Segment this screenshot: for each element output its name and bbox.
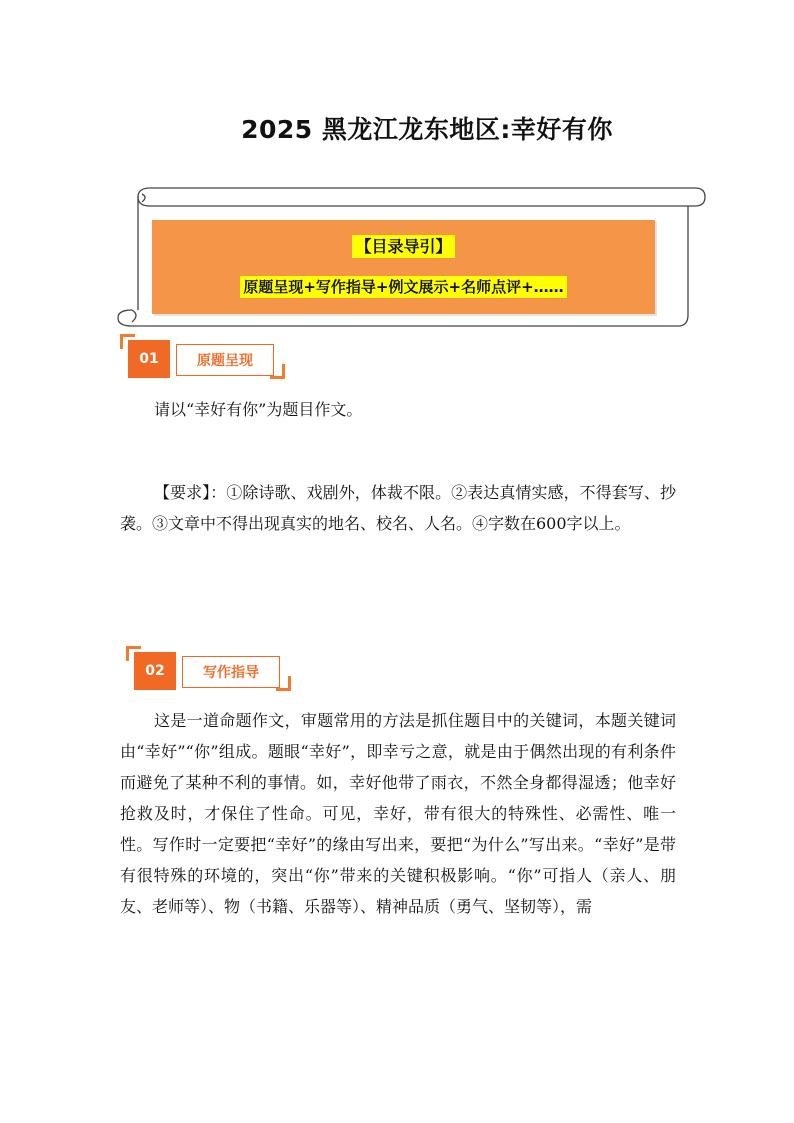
- requirements-text: ：①除诗歌、戏剧外，体裁不限。②表达真情实感，不得套写、抄袭。③文章中不得出现真实的地名、校名、人名。④字数在600字以上。: [120, 483, 676, 533]
- toc-banner: [152, 220, 655, 314]
- requirements-paragraph: [120, 477, 676, 539]
- section-label: 写作指导: [182, 656, 280, 688]
- toc-heading: 【目录导引】: [352, 235, 454, 258]
- section-number: 01: [128, 340, 170, 378]
- guidance-paragraph: 这是一道命题作文，审题常用的方法是抓住题目中的关键词，本题关键词由“幸好”“你”组成。题眼“幸好”，即幸亏之意，就是由于偶然出现的有利条件而避免了某种不利的事情。如，幸好他带了雨衣，不然全身都得湿透；他幸好抢救及时，才保住了性命。可见，幸好，带有很大的特殊性、必需性、唯一性。写作时一定要把“幸好”的缘由写出来，要把“为什么”写出来。“幸好”是带有很特殊的环境的，突出“你”带来的关键积极影响。“你”可指人（亲人、朋友、老师等）、物（书籍、乐器等）、精神品质（勇气、坚韧等），需: [120, 711, 676, 916]
- page-title: 2025 黑龙江龙东地区:幸好有你: [241, 115, 613, 144]
- section-header-02: [126, 646, 296, 696]
- requirements-label: 【要求】: [154, 483, 211, 502]
- prompt-text: 请以“幸好有你”为题目作文。: [154, 400, 363, 419]
- toc-subtitle: 原题呈现+写作指导+例文展示+名师点评+……: [240, 276, 566, 298]
- section-header-01: [120, 334, 290, 384]
- section-label: 原题呈现: [176, 344, 274, 376]
- section-number: 02: [134, 652, 176, 690]
